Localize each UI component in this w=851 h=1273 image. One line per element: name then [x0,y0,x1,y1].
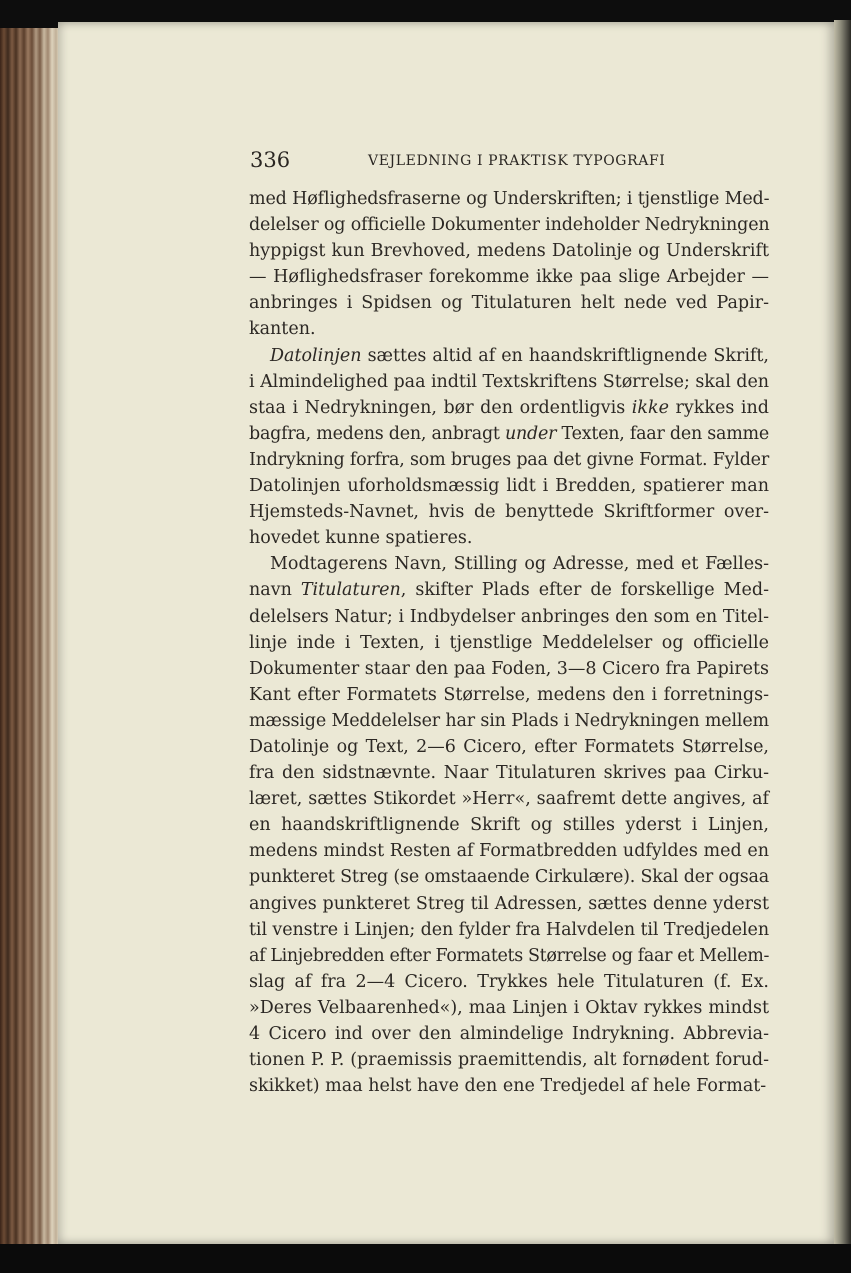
bottom-shadow [0,1244,851,1273]
text-line: tionen P. P. (praemissis praemittendis, alt fornødent forud- [249,1050,769,1071]
text-line: hyppigst kun Brevhoved, medens Datolinje og Underskrift [249,241,769,262]
text-line [249,421,769,447]
text-run: navn [249,580,301,601]
text-line: Modtagerens Navn, Stilling og Adresse, med et Fælles- [270,554,769,575]
text-line [249,343,769,369]
text-line: »Deres Velbaarenhed«), maa Linjen i Oktav rykkes mindst [249,997,769,1018]
text-line: til venstre i Linjen; den fylder fra Halvdelen til Tredjedelen [249,919,769,940]
page-header [250,148,770,178]
text-line: af Linjebredden efter Formatets Størrelse og faar et Mellem- [249,945,769,966]
text-run: bagfra, medens den, anbragt [249,423,506,444]
text-line: delelser og officielle Dokumenter indeholder Nedrykningen [249,215,770,236]
italic-term: Titulaturen [300,580,401,601]
text-line: linje inde i Texten, i tjenstlige Meddelelser og officielle [249,632,769,653]
book-page-edges [0,28,62,1246]
text-line: med Høflighedsfraserne og Underskriften; i tjenstlige Med- [249,189,770,209]
text-line: Datolinje og Text, 2—6 Cicero, efter Formatets Størrelse, [249,736,769,757]
text-run: Texten, faar den samme [556,423,769,444]
text-line: kanten. [249,319,316,340]
text-line: hovedet kunne spatieres. [249,528,473,549]
text-line: delelsers Natur; i Indbydelser anbringes den som en Titel- [249,606,769,627]
text-line: 4 Cicero ind over den almindelige Indrykning. Abbrevia- [249,1024,769,1044]
text-line: i Almindelighed paa indtil Textskriftens Størrelse; skal den [249,371,769,392]
italic-term: under [505,423,557,444]
text-line: anbringes i Spidsen og Titulaturen helt nede ved Papir- [249,293,769,314]
text-line: Dokumenter staar den paa Foden, 3—8 Cicero fra Papirets [249,658,769,679]
text-line: fra den sidstnævnte. Naar Titulaturen skrives paa Cirku- [249,763,769,784]
text-line: Indrykning forfra, som bruges paa det givne Format. Fylder [249,449,769,470]
text-line: — Høflighedsfraser forekomme ikke paa slige Arbejder — [249,267,769,288]
text-line: læret, sættes Stikordet »Herr«, saafremt dette angives, af [249,789,769,810]
italic-term: ikke [631,397,669,418]
text-line: medens mindst Resten af Formatbredden udfyldes med en [249,841,769,862]
text-line: slag af fra 2—4 Cicero. Trykkes hele Titulaturen (f. Ex. [249,971,769,992]
text-line: skikket) maa helst have den ene Tredjedel af hele Format- [249,1076,767,1097]
text-run: sættes altid af en haandskriftlignende Skrift, [361,345,769,366]
text-line: mæssige Meddelelser har sin Plads i Nedrykningen mellem [249,710,769,731]
text-line: Kant efter Formatets Størrelse, medens den i forretnings- [249,684,769,705]
text-line: Hjemsteds-Navnet, hvis de benyttede Skriftformer over- [249,502,769,523]
text-line [249,577,769,603]
text-line [249,395,769,421]
text-line: punkteret Streg (se omstaaende Cirkulære). Skal der ogsaa [249,867,769,888]
italic-term: Datolinjen [270,345,362,366]
text-run: rykkes ind [668,397,770,418]
body-text [249,186,769,1099]
text-line: en haandskriftlignende Skrift og stilles yderst i Linjen, [249,815,769,836]
text-line: Datolinjen uforholdsmæssig lidt i Bredden, spatierer man [249,476,769,497]
text-run: staa i Nedrykningen, bør den ordentligvis [249,397,632,418]
right-page-edge [834,20,851,1248]
text-line: angives punkteret Streg til Adressen, sættes denne yderst [249,893,769,914]
page-number: 336 [250,148,291,172]
running-title: VEJLEDNING I PRAKTISK TYPOGRAFI [368,153,666,169]
text-run: , skifter Plads efter de forskellige Med- [400,580,769,601]
